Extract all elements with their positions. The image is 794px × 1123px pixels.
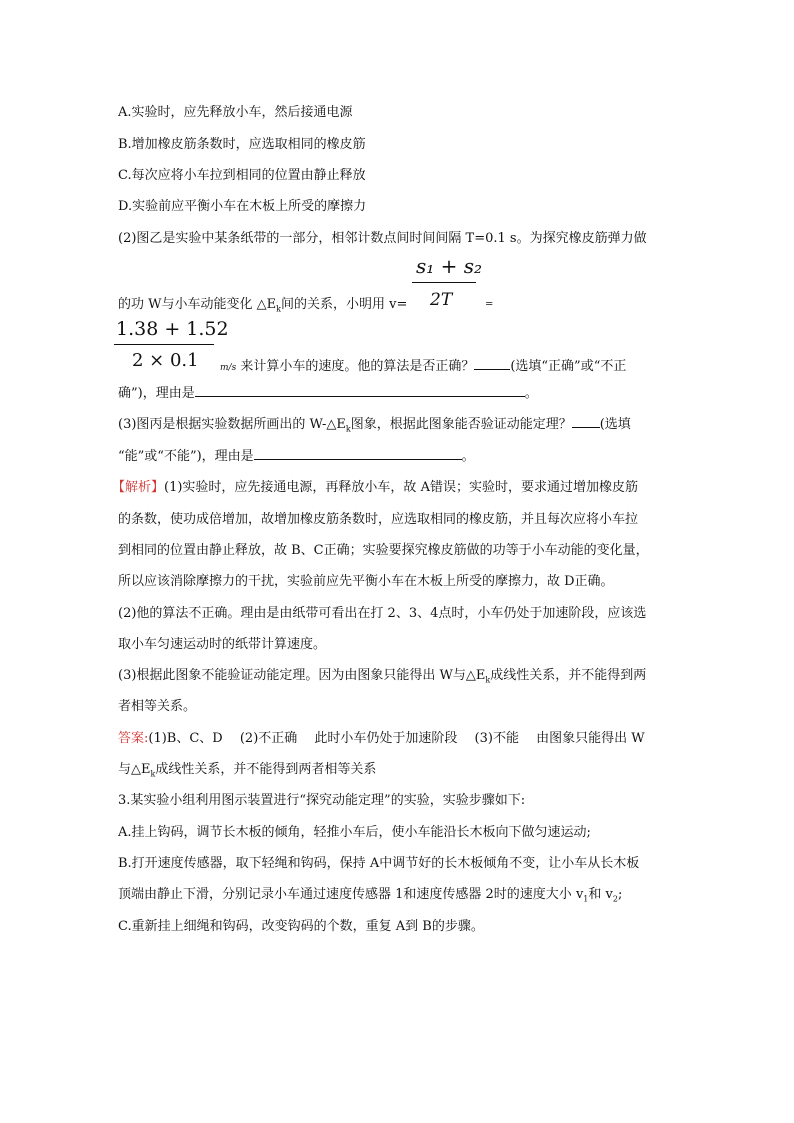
fraction-bar-2: [114, 344, 214, 345]
q3-step-c: C.重新挂上细绳和钩码，改变钩码的个数，重复 A到 B的步骤。: [118, 919, 484, 934]
analysis-p3-line1-a: (3)根据此图象不能验证动能定理。因为由图象只能得出 W与△E: [118, 668, 486, 683]
q3-step-b-line2-mid: 和 v: [588, 887, 613, 902]
part2-line4-b: 。: [524, 386, 538, 401]
q3-step-b-line1: B.打开速度传感器，取下轻绳和钩码，保持 A中调节好的长木板倾角不变，让小车从长木板: [118, 856, 640, 871]
numeric-denominator: 2 × 0.1: [132, 350, 199, 371]
analysis-p1-line1: (1)实验时，应先接通电源，再释放小车，故 A错误；实验时，要求通过增加橡皮筋: [164, 480, 638, 495]
equals-sign: =: [485, 299, 494, 310]
numeric-numerator: 1.38 + 1.52: [116, 318, 229, 340]
formula-denominator: 2T: [430, 290, 453, 310]
formula-numerator: s₁ + s₂: [416, 254, 483, 278]
answer-blank-1[interactable]: [474, 369, 510, 370]
part3-line2-a: “能”或“不能”)，理由是: [118, 449, 254, 464]
part2-line4-a: 确”)，理由是: [118, 386, 195, 401]
answer-line1: (1)B、C、D (2)不正确 此时小车仍处于加速阶段 (3)不能 由图象只能得出 W: [148, 731, 645, 746]
unit-label: m/s: [220, 363, 237, 373]
q3-step-b-line2-a: 顶端由静止下滑，分别记录小车通过速度传感器 1和速度传感器 2时的速度大小 v: [118, 887, 584, 902]
analysis-p1-line2: 的条数，使功成倍增加，故增加橡皮筋条数时，应选取相同的橡皮筋，并且每次应将小车拉: [118, 512, 639, 527]
subscript-k-3: k: [485, 675, 491, 685]
answer-blank-2[interactable]: [195, 396, 525, 397]
subscript-1: 1: [583, 894, 589, 904]
answer-tag: 答案:: [118, 731, 149, 746]
part3-line2-b: 。: [461, 449, 475, 464]
analysis-p3-line2: 者相等关系。: [118, 699, 197, 714]
answer-blank-4[interactable]: [254, 459, 462, 460]
part2-line2-b: 间的关系，小明用 v=: [280, 297, 408, 312]
part3-line1-b: 图象，根据此图象能否验证动能定理？: [350, 417, 572, 432]
subscript-2: 2: [612, 894, 618, 904]
part2-line2-a: 的功 W与小车动能变化 △E: [118, 297, 277, 312]
option-c: C.每次应将小车拉到相同的位置由静止释放: [118, 168, 366, 183]
q3-step-b-line2-end: ;: [617, 887, 623, 902]
analysis-tag: 【解析】: [112, 480, 165, 495]
part2-line3-b: (选填“正确”或“不正: [510, 359, 627, 374]
analysis-p2-line2: 取小车匀速运动时的纸带计算速度。: [118, 637, 327, 652]
part2-line3-a: 来计算小车的速度。他的算法是否正确？: [240, 359, 475, 374]
q3-intro: 3.某实验小组利用图示装置进行“探究动能定理”的实验，实验步骤如下:: [118, 793, 526, 808]
analysis-p1-line4: 所以应该消除摩擦力的干扰，实验前应先平衡小车在木板上所受的摩擦力，故 D正确。: [118, 574, 614, 589]
q3-step-a: A.挂上钩码，调节长木板的倾角，轻推小车后，使小车能沿长木板向下做匀速运动;: [118, 825, 591, 840]
analysis-p1-line3: 到相同的位置由静止释放，故 B、C正确；实验要探究橡皮筋做的功等于小车动能的变化量，: [118, 543, 649, 558]
subscript-k-2: k: [345, 424, 351, 434]
subscript-k-4: k: [150, 769, 156, 779]
fraction-bar: [412, 282, 476, 283]
answer-line2-a: 与△E: [118, 762, 151, 777]
option-d: D.实验前应平衡小车在木板上所受的摩擦力: [118, 199, 367, 214]
answer-blank-3[interactable]: [572, 427, 600, 428]
part3-line1-c: (选填: [599, 417, 631, 432]
part3-line1-a: (3)图丙是根据实验数据所画出的 W-△E: [118, 417, 346, 432]
option-b: B.增加橡皮筋条数时，应选取相同的橡皮筋: [118, 137, 366, 152]
part2-line1: (2)图乙是实验中某条纸带的一部分，相邻计数点间时间间隔 T=0.1 s。为探究橡皮筋弹力做: [118, 231, 647, 246]
analysis-p3-line1-b: 成线性关系，并不能得到两: [490, 668, 647, 683]
subscript-k: k: [276, 304, 281, 314]
analysis-p2-line1: (2)他的算法不正确。理由是由纸带可看出在打 2、3、4点时，小车仍处于加速阶段，应该选: [118, 606, 647, 621]
answer-line2-b: 成线性关系，并不能得到两者相等关系: [155, 762, 377, 777]
option-a: A.实验时，应先释放小车，然后接通电源: [118, 105, 353, 120]
